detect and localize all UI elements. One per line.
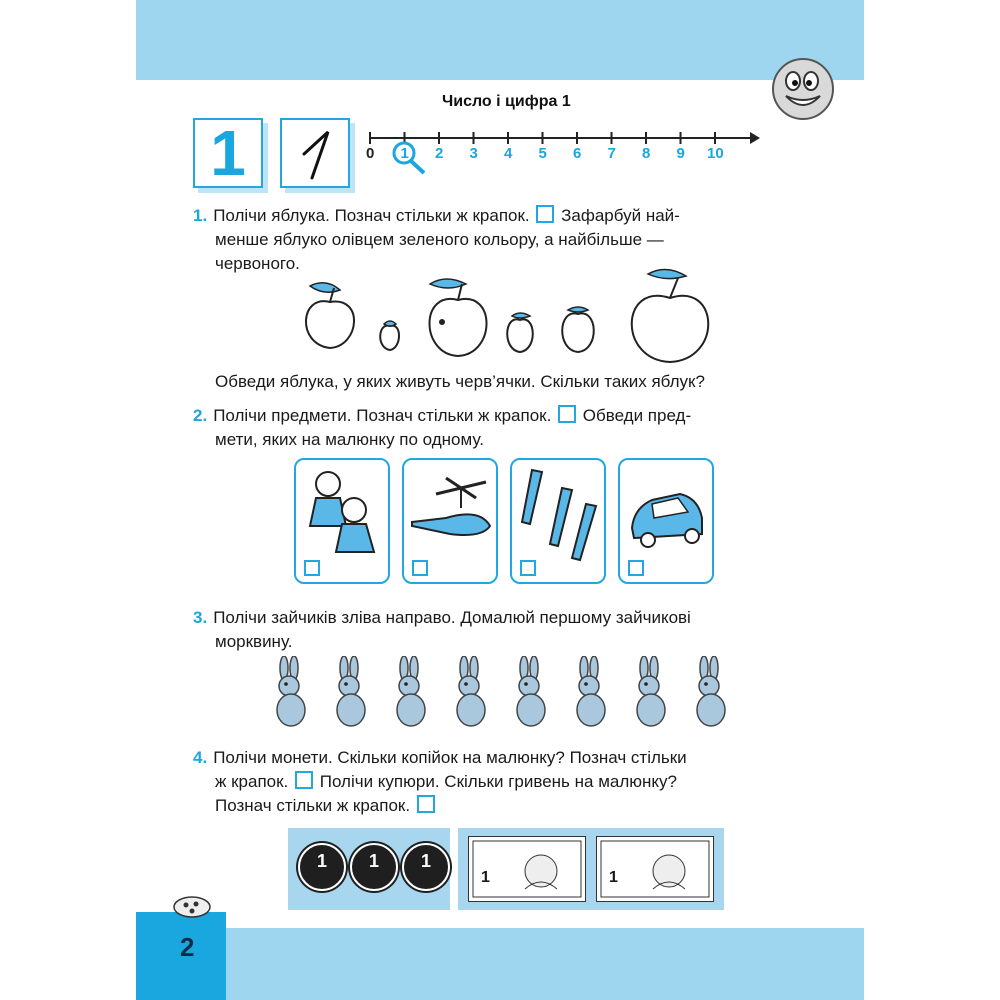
task-2: [193, 404, 813, 452]
banknote-value: 1: [609, 869, 618, 886]
number-line-label: 10: [707, 145, 724, 162]
item-box-children: [294, 458, 390, 584]
banknote: [596, 836, 714, 902]
number-line-label: 7: [607, 145, 616, 162]
task-text: менше яблуко олівцем зеленого кольору, а найбільше —: [215, 230, 664, 249]
task-number: 2.: [193, 406, 208, 425]
car-icon: [622, 464, 710, 564]
number-line-label: 1: [400, 145, 409, 162]
number-line-label: 9: [676, 145, 685, 162]
bunny-icon: [457, 656, 485, 726]
number-line-zero: 0: [366, 145, 375, 162]
task-text: Познач стільки ж крапок.: [215, 796, 411, 815]
number-line-label: 6: [573, 145, 582, 162]
smiley-icon: [770, 56, 836, 122]
task-text: ж крапок.: [215, 772, 289, 791]
coin-value: 1: [316, 851, 327, 871]
task-number: 1.: [193, 206, 208, 225]
item-box-car: [618, 458, 714, 584]
count-checkbox[interactable]: [412, 560, 428, 576]
page-title: Число і цифра 1: [442, 93, 571, 110]
count-checkbox[interactable]: [628, 560, 644, 576]
banknote: [468, 836, 586, 902]
page-number: 2: [180, 932, 195, 962]
ladybug-icon: [168, 892, 214, 918]
answer-checkbox[interactable]: [295, 771, 313, 789]
task-text: червоного.: [215, 254, 300, 273]
count-checkbox[interactable]: [520, 560, 536, 576]
task-text: Зафарбуй най-: [561, 206, 680, 225]
task-text: морквину.: [215, 632, 293, 651]
task-text: Полічи монети. Скільки копійок на малюнку? Познач стільки: [213, 748, 687, 767]
helicopter-icon: [406, 464, 494, 564]
number-line-label: 3: [469, 145, 478, 162]
bunny-icon: [517, 656, 545, 726]
coin-value: 1: [368, 851, 379, 871]
handwritten-digit-card: [280, 118, 350, 188]
bunny-icon: [697, 656, 725, 726]
bunny-icon: [277, 656, 305, 726]
handwritten-one-icon: [282, 120, 348, 186]
number-line-label: 2: [435, 145, 444, 162]
number-line-label: 5: [538, 145, 547, 162]
children-icon: [298, 464, 386, 564]
item-box-pens: [510, 458, 606, 584]
top-band: [136, 0, 864, 80]
bunnies-illustration: [262, 656, 742, 732]
answer-checkbox[interactable]: [536, 205, 554, 223]
task-number: 4.: [193, 748, 208, 767]
task-number: 3.: [193, 608, 208, 627]
answer-checkbox[interactable]: [417, 795, 435, 813]
task-text: Полічи зайчиків зліва направо. Домалюй першому зайчикові: [213, 608, 691, 627]
task-text: Полічи купюри. Скільки гривень на малюнку?: [319, 772, 677, 791]
task-1-extra: [193, 370, 813, 394]
bunny-icon: [337, 656, 365, 726]
number-line-label: 4: [504, 145, 513, 162]
count-checkbox[interactable]: [304, 560, 320, 576]
task-text: Обведи яблука, у яких живуть черв’ячки. Скільки таких яблук?: [215, 372, 705, 391]
printed-digit: 1: [210, 117, 246, 189]
coin-value: 1: [420, 851, 431, 871]
banknote-value: 1: [481, 869, 490, 886]
pens-icon: [514, 464, 602, 564]
bunny-icon: [397, 656, 425, 726]
answer-checkbox[interactable]: [558, 405, 576, 423]
coin: [402, 843, 450, 891]
coin: [350, 843, 398, 891]
digit-card: [193, 118, 263, 188]
bunny-icon: [577, 656, 605, 726]
bunny-icon: [637, 656, 665, 726]
task-text: Обведи пред-: [582, 406, 692, 425]
coin: [298, 843, 346, 891]
item-box-helicopter: [402, 458, 498, 584]
number-line-label: 8: [642, 145, 651, 162]
task-text: мети, яких на малюнку по одному.: [215, 430, 484, 449]
apples-illustration: [290, 264, 730, 364]
task-3: [193, 606, 813, 654]
number-line: [360, 124, 760, 184]
task-text: Полічи предмети. Познач стільки ж крапок.: [213, 406, 552, 425]
task-text: Полічи яблука. Познач стільки ж крапок.: [213, 206, 530, 225]
task-4: [193, 746, 813, 818]
bottom-band: [136, 928, 864, 1000]
